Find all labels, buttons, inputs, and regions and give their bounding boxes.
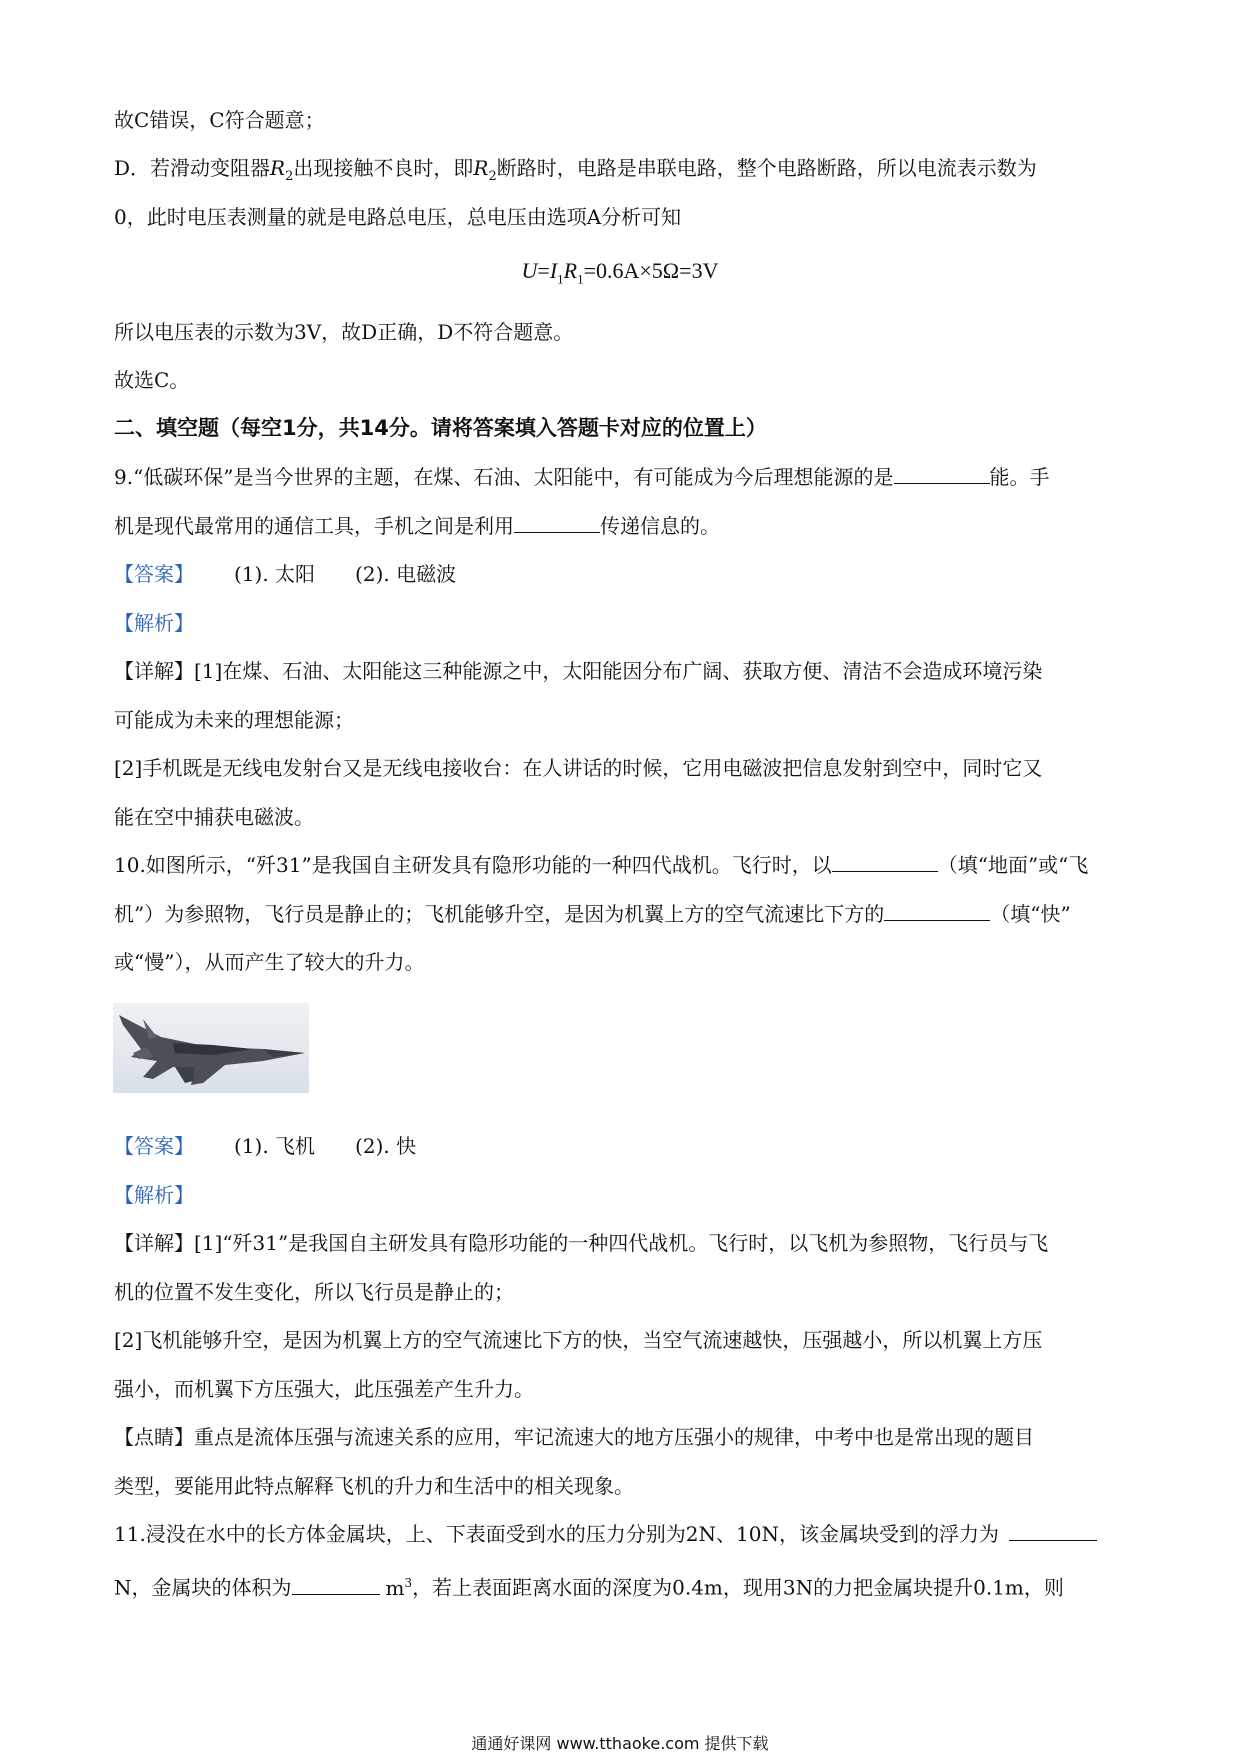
fighter-jet-image <box>113 1003 309 1093</box>
answer-tag: 【答案】 <box>114 562 194 586</box>
page-footer: 通通好课网 www.tthaoke.com 提供下载 <box>471 1734 769 1753</box>
text-line-option-d <box>114 154 1037 191</box>
subscript: 1 <box>557 271 564 287</box>
q11-line-2 <box>114 1569 1064 1602</box>
text-fragment: 9.“低碳环保”是当今世界的主题，在煤、石油、太阳能中，有可能成为今后理想能源的是 <box>114 465 894 489</box>
answer-blank <box>292 1574 380 1595</box>
variable-r: R <box>563 258 578 283</box>
text-fragment: 机是现代最常用的通信工具，手机之间是利用 <box>114 514 514 538</box>
q10-comment-b: 类型，要能用此特点解释飞机的升力和生活中的相关现象。 <box>114 1474 634 1498</box>
text-fragment: 10.如图所示，“歼31”是我国自主研发具有隐形功能的一种四代战机。飞行时，以 <box>114 853 832 877</box>
text-fragment: 出现接触不良时，即 <box>293 156 474 180</box>
q10-analysis-tag: 【解析】 <box>114 1183 194 1207</box>
text-line-c-conclusion: 故C错误，C符合题意； <box>114 108 325 132</box>
subscript: 2 <box>285 169 294 184</box>
text-fragment: N，金属块的体积为 <box>114 1575 292 1600</box>
fighter-jet-icon <box>113 1003 309 1093</box>
text-fragment: 断路时，电路是串联电路，整个电路断路，所以电流表示数为 <box>496 156 1037 180</box>
answer-item: (1). 飞机 <box>234 1134 316 1158</box>
q10-detail-1b: 机的位置不发生变化，所以飞行员是静止的； <box>114 1280 514 1304</box>
answer-item: (1). 太阳 <box>234 562 316 586</box>
text-fragment: 11.浸没在水中的长方体金属块，上、下表面受到水的压力分别为2N、10N，该金属块受到的浮力为 <box>114 1522 999 1546</box>
q9-detail-1b: 可能成为未来的理想能源； <box>114 708 354 732</box>
q10-answer <box>114 1132 416 1160</box>
text-line-final-choice: 故选C。 <box>114 368 190 392</box>
text-line-total-voltage: 0，此时电压表测量的就是电路总电压，总电压由选项A分析可知 <box>114 205 682 229</box>
q9-detail-1a: 【详解】[1]在煤、石油、太阳能这三种能源之中，太阳能因分布广阔、获取方便、清洁不会造成环境污染 <box>114 659 1043 683</box>
answer-blank <box>1009 1520 1097 1541</box>
q10-line-2 <box>114 900 1071 928</box>
text-fragment: （填“地面”或“飞 <box>937 853 1089 877</box>
formula-rest: =0.6A×5Ω=3V <box>583 258 719 283</box>
variable-u: U <box>521 258 538 283</box>
answer-blank <box>894 463 990 484</box>
text-fragment: D．若滑动变阻器 <box>114 156 271 180</box>
q10-detail-1a: 【详解】[1]“歼31”是我国自主研发具有隐形功能的一种四代战机。飞行时，以飞机为参照物，飞行员与飞 <box>114 1231 1049 1255</box>
formula-voltage <box>0 256 1240 294</box>
equals-sign: = <box>537 258 550 283</box>
variable-r: R <box>270 156 286 180</box>
text-fragment: （填“快” <box>990 902 1071 926</box>
answer-item: (2). 电磁波 <box>355 562 457 586</box>
variable-r: R <box>473 156 489 180</box>
unit-m: m <box>385 1575 405 1600</box>
subscript: 2 <box>488 169 497 184</box>
q9-line-2 <box>114 512 720 540</box>
q10-line-1 <box>114 851 1088 879</box>
text-line-d-conclusion: 所以电压表的示数为3V，故D正确，D不符合题意。 <box>114 320 574 344</box>
q10-detail-2a: [2]飞机能够升空，是因为机翼上方的空气流速比下方的快，当空气流速越快，压强越小，所以机翼上方压 <box>114 1328 1043 1352</box>
answer-blank <box>884 900 990 921</box>
answer-blank <box>514 512 600 533</box>
text-fragment: 机”）为参照物，飞行员是静止的；飞机能够升空，是因为机翼上方的空气流速比下方的 <box>114 902 885 926</box>
answer-tag: 【答案】 <box>114 1134 194 1158</box>
q9-line-1 <box>114 463 1050 491</box>
variable-i: I <box>549 258 558 283</box>
q11-line-1 <box>114 1520 1097 1548</box>
q9-detail-2a: [2]手机既是无线电发射台又是无线电接收台：在人讲话的时候，它用电磁波把信息发射到空中，同时它又 <box>114 756 1043 780</box>
subscript: 1 <box>577 271 584 287</box>
text-fragment: 传递信息的。 <box>600 514 720 538</box>
answer-blank <box>832 851 938 872</box>
q10-comment-a: 【点睛】重点是流体压强与流速关系的应用，牢记流速大的地方压强小的规律，中考中也是常出现的题目 <box>114 1425 1034 1449</box>
q9-detail-2b: 能在空中捕获电磁波。 <box>114 805 314 829</box>
q10-detail-2b: 强小，而机翼下方压强大，此压强差产生升力。 <box>114 1377 534 1401</box>
text-fragment: 能。手 <box>989 465 1050 489</box>
q9-answer <box>114 560 456 588</box>
answer-item: (2). 快 <box>355 1134 417 1158</box>
superscript: 3 <box>404 1576 413 1590</box>
q10-line-3: 或“慢”），从而产生了较大的升力。 <box>114 950 425 974</box>
q9-analysis-tag: 【解析】 <box>114 611 194 635</box>
text-fragment: ，若上表面距离水面的深度为0.4m，现用3N的力把金属块提升0.1m，则 <box>412 1575 1064 1600</box>
section-title: 二、填空题（每空1分，共14分。请将答案填入答题卡对应的位置上） <box>114 416 767 440</box>
